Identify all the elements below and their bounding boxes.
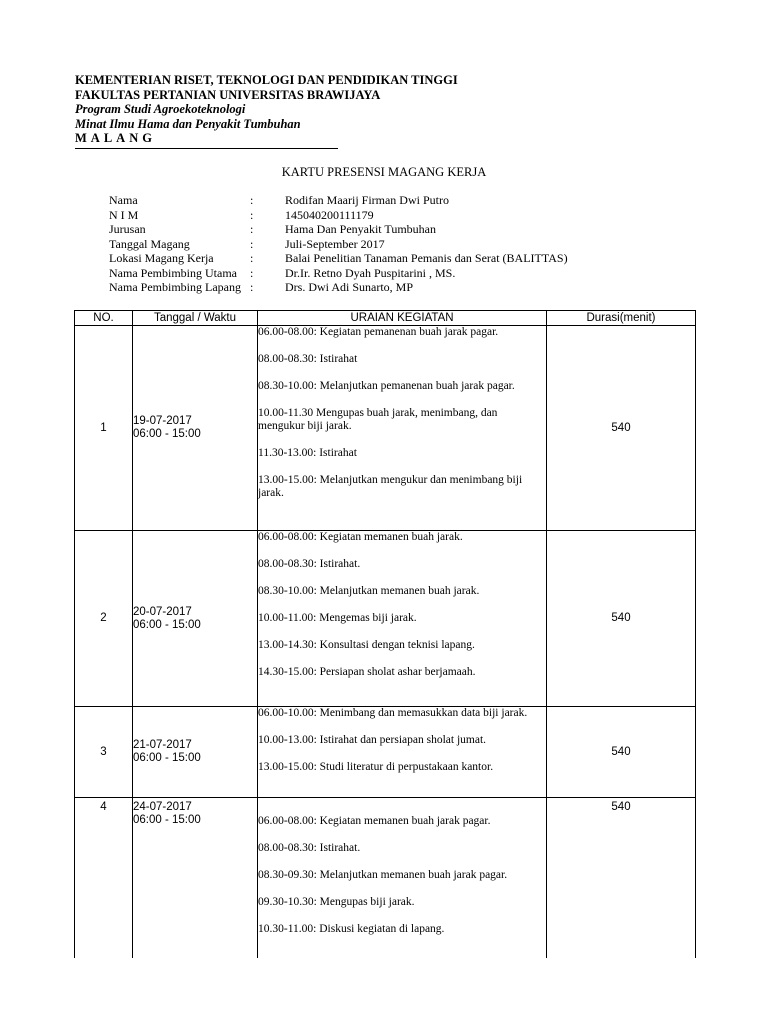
cell-date-time bbox=[133, 707, 258, 798]
activity-item: 06.00-08.00: Kegiatan memanen buah jarak pagar. bbox=[258, 815, 491, 827]
activity-item: 13.00-14.30: Konsultasi dengan teknisi lapang. bbox=[258, 639, 475, 651]
header-program: Program Studi Agroekoteknologi bbox=[75, 102, 246, 116]
info-colon: : bbox=[250, 207, 254, 222]
cell-no: 2 bbox=[75, 531, 133, 707]
activity-item: 08.30-10.00: Melanjutkan memanen buah jarak. bbox=[258, 585, 480, 597]
table-row bbox=[75, 326, 696, 531]
cell-date: 21-07-2017 bbox=[133, 739, 192, 751]
col-header-activities: URAIAN KEGIATAN bbox=[258, 311, 547, 326]
cell-activities bbox=[258, 326, 547, 531]
info-value: Rodifan Maarij Firman Dwi Putro bbox=[285, 193, 449, 207]
info-label: Lokasi Magang Kerja bbox=[109, 251, 214, 265]
info-colon: : bbox=[250, 265, 254, 280]
activity-item: 13.00-15.00: Melanjutkan mengukur dan menimbang biji jarak. bbox=[258, 474, 523, 499]
cell-time: 06:00 - 15:00 bbox=[133, 428, 201, 440]
info-label: Nama bbox=[109, 193, 138, 207]
activity-item: 06.00-08.00: Kegiatan pemanenan buah jarak pagar. bbox=[258, 326, 499, 338]
cell-date-time bbox=[133, 531, 258, 707]
info-value: Drs. Dwi Adi Sunarto, MP bbox=[285, 280, 414, 294]
header-minat: Minat Ilmu Hama dan Penyakit Tumbuhan bbox=[75, 116, 301, 131]
table-header-row bbox=[75, 311, 696, 326]
cell-duration: 540 bbox=[547, 707, 696, 798]
document-title: KARTU PRESENSI MAGANG KERJA bbox=[281, 165, 487, 179]
cell-duration: 540 bbox=[547, 326, 696, 531]
header-ministry: KEMENTERIAN RISET, TEKNOLOGI DAN PENDIDIKAN TINGGI bbox=[75, 73, 458, 87]
table-row bbox=[75, 531, 696, 707]
cell-time: 06:00 - 15:00 bbox=[133, 814, 201, 826]
activity-item: 08.00-08.30: Istirahat. bbox=[258, 558, 361, 570]
cell-duration: 540 bbox=[547, 798, 696, 958]
activity-item: 08.30-10.00: Melanjutkan pemanenan buah jarak pagar. bbox=[258, 380, 515, 392]
table-row bbox=[75, 707, 696, 798]
activity-item: 14.30-15.00: Persiapan sholat ashar berjamaah. bbox=[258, 666, 476, 678]
attendance-table bbox=[74, 310, 696, 958]
activity-item: 06.00-10.00: Menimbang dan memasukkan data biji jarak. bbox=[258, 707, 528, 719]
table-row bbox=[75, 798, 696, 958]
col-header-no: NO. bbox=[75, 311, 133, 326]
activity-item: 13.00-15.00: Studi literatur di perpustakaan kantor. bbox=[258, 761, 494, 773]
activity-item: 11.30-13.00: Istirahat bbox=[258, 447, 357, 459]
cell-time: 06:00 - 15:00 bbox=[133, 752, 201, 764]
info-colon: : bbox=[250, 222, 254, 236]
info-label: Tanggal Magang bbox=[109, 236, 190, 251]
info-colon: : bbox=[250, 280, 254, 294]
cell-date: 19-07-2017 bbox=[133, 415, 192, 427]
cell-no: 4 bbox=[75, 798, 133, 958]
cell-activities bbox=[258, 531, 547, 707]
info-value: Juli-September 2017 bbox=[285, 236, 385, 251]
header-divider bbox=[75, 148, 338, 149]
info-value: Dr.Ir. Retno Dyah Puspitarini , MS. bbox=[285, 265, 456, 280]
info-colon: : bbox=[250, 193, 254, 207]
cell-no: 1 bbox=[75, 326, 133, 531]
document-header bbox=[75, 73, 458, 146]
col-header-date: Tanggal / Waktu bbox=[133, 311, 258, 326]
cell-activities bbox=[258, 707, 547, 798]
info-label: N I M bbox=[109, 207, 139, 222]
info-label: Nama Pembimbing Lapang bbox=[109, 280, 241, 294]
info-label: Nama Pembimbing Utama bbox=[109, 265, 237, 280]
activity-item: 10.30-11.00: Diskusi kegiatan di lapang. bbox=[258, 923, 445, 935]
info-value: Hama Dan Penyakit Tumbuhan bbox=[285, 222, 436, 236]
cell-no: 3 bbox=[75, 707, 133, 798]
cell-date: 24-07-2017 bbox=[133, 801, 192, 813]
activity-item: 06.00-08.00: Kegiatan memanen buah jarak. bbox=[258, 531, 463, 543]
cell-duration: 540 bbox=[547, 531, 696, 707]
header-faculty: FAKULTAS PERTANIAN UNIVERSITAS BRAWIJAYA bbox=[75, 87, 381, 102]
cell-time: 06:00 - 15:00 bbox=[133, 618, 201, 631]
activity-item: 08.00-08.30: Istirahat bbox=[258, 353, 358, 365]
activity-item: 08.30-09.30: Melanjutkan memanen buah jarak pagar. bbox=[258, 869, 508, 881]
info-label: Jurusan bbox=[109, 222, 146, 236]
activity-item: 09.30-10.30: Mengupas biji jarak. bbox=[258, 896, 415, 908]
col-header-duration: Durasi(menit) bbox=[547, 311, 696, 326]
activity-item: 10.00-11.30 Mengupas buah jarak, menimbang, dan mengukur biji jarak. bbox=[258, 407, 498, 432]
info-value: Balai Penelitian Tanaman Pemanis dan Serat (BALITTAS) bbox=[285, 251, 568, 265]
info-colon: : bbox=[250, 236, 254, 251]
activity-item: 10.00-11.00: Mengemas biji jarak. bbox=[258, 612, 417, 624]
cell-activities bbox=[258, 798, 547, 958]
cell-date-time bbox=[133, 798, 258, 958]
cell-date-time bbox=[133, 326, 258, 531]
activity-item: 08.00-08.30: Istirahat. bbox=[258, 842, 361, 854]
cell-date: 20-07-2017 bbox=[133, 605, 192, 618]
info-colon: : bbox=[250, 251, 254, 265]
info-value: 145040200111179 bbox=[285, 207, 374, 222]
header-city: MALANG bbox=[75, 131, 156, 145]
activity-item: 10.00-13.00: Istirahat dan persiapan sholat jumat. bbox=[258, 734, 487, 746]
